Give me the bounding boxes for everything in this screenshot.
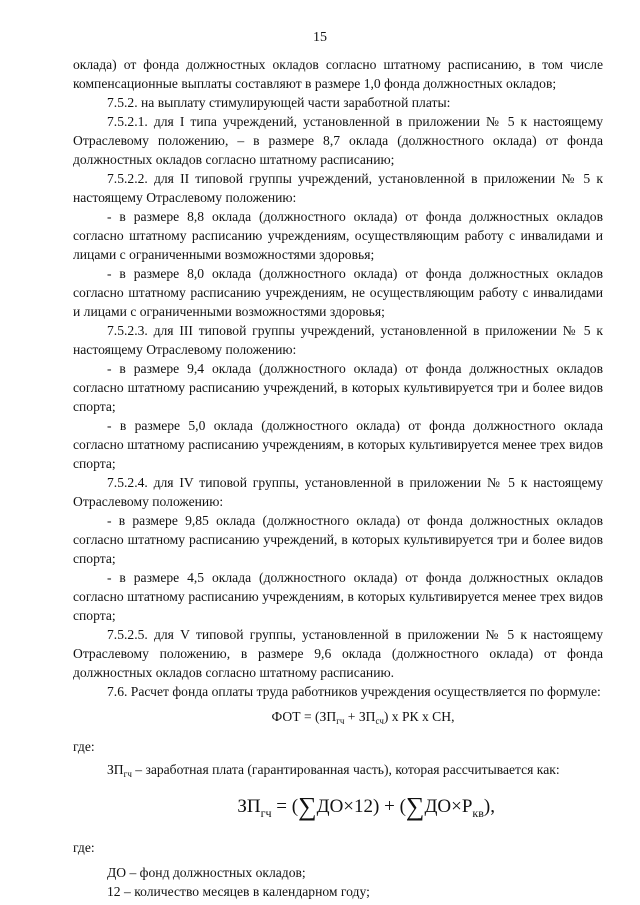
paragraph: оклада) от фонда должностных окладов согласно штатному расписанию, в том числе компенсационные выплаты составляют в размере 1,0 фонда должностных окладов; (73, 57, 603, 91)
list-item: - в размере 5,0 оклада (должностного оклада) от фонда должностного оклада согласно штатному расписанию учреждениям, в которых культивируется менее трех видов спорта; (73, 418, 603, 471)
paragraph: 7.6. Расчет фонда оплаты труда работников учреждения осуществляется по формуле: (107, 684, 601, 699)
where-label: где: (73, 840, 95, 855)
list-item: - в размере 9,4 оклада (должностного оклада) от фонда должностных окладов согласно штатному расписанию учреждений, в которых культивируется три и более видов спорта; (73, 361, 603, 414)
definition-do: ДО – фонд должностных окладов; (107, 865, 306, 880)
list-item: - в размере 4,5 оклада (должностного оклада) от фонда должностных окладов согласно штатному расписанию учреждениям, в которых культивируется менее трех видов спорта; (73, 570, 603, 623)
list-item: - в размере 9,85 оклада (должностного оклада) от фонда должностных окладов согласно штатному расписанию учреждений, в которых культивируется три и более видов спорта; (73, 513, 603, 566)
list-item: - в размере 8,0 оклада (должностного оклада) от фонда должностных окладов согласно штатному расписанию учреждениям, не осуществляющим работу с инвалидами и лицами с ограниченными возможностями здоровья; (73, 266, 603, 319)
page-number: 15 (313, 30, 327, 45)
where-label: где: (73, 739, 95, 754)
list-item: - в размере 8,8 оклада (должностного оклада) от фонда должностных окладов согласно штатному расписанию учреждениям, осуществляющим работу с инвалидами и лицами с ограниченными возможностями здоровья; (73, 209, 603, 262)
paragraph: 7.5.2.5. для V типовой группы, установленной в приложении № 5 к настоящему Отраслевому положению, в размере 9,6 оклада (должностного оклада) от фонда должностных окладов согласно штатному расписанию. (73, 627, 603, 680)
paragraph: 7.5.2.2. для II типовой группы учреждений, установленной в приложении № 5 к настоящему Отраслевому положению: (73, 171, 603, 205)
document-body (73, 55, 603, 901)
formula-zp: $ЗП_{гч} = (\sum ДО\times 12) + (\sum ДО\times Р_{кв})$, (237, 792, 495, 821)
paragraph: 7.5.2.4. для IV типовой группы, установленной в приложении № 5 к настоящему Отраслевому положению: (73, 475, 603, 509)
paragraph: 7.5.2. на выплату стимулирующей части заработной платы: (107, 95, 451, 110)
paragraph: 7.5.2.1. для I типа учреждений, установленной в приложении № 5 к настоящему Отраслевому положению, – в размере 8,7 оклада (должностного оклада) от фонда должностных окладов согласно штатному расписанию; (73, 114, 603, 167)
paragraph: 7.5.2.3. для III типовой группы учреждений, установленной в приложении № 5 к настоящему Отраслевому положению: (73, 323, 603, 357)
definition-12: 12 – количество месяцев в календарном году; (107, 884, 370, 899)
formula-fot: ФОТ = $(ЗП_{гч} + ЗП_{сч})$ х РК х СН, (271, 709, 455, 726)
zp-definition: $ЗП_{гч}$ – заработная плата (гарантированная часть), которая рассчитывается как: (107, 762, 560, 779)
